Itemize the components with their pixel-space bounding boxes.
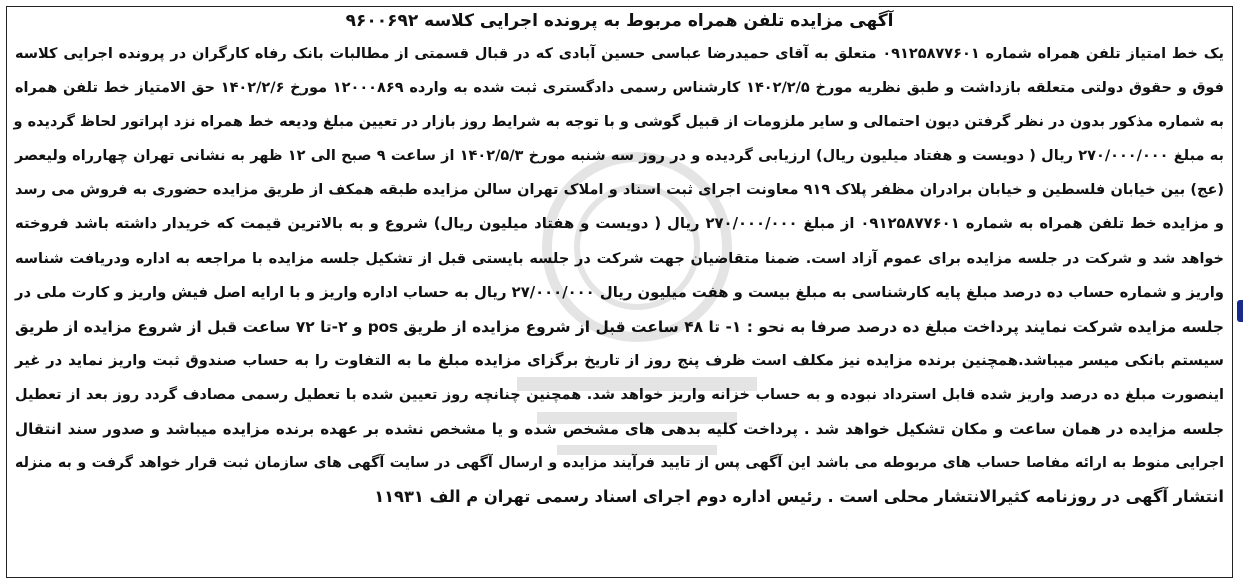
notice-line: و مزایده خط تلفن همراه به شماره ۰۹۱۲۵۸۷۷۶۰۱ از مبلغ ۲۷۰/۰۰۰/۰۰۰ ریال ( دویست و هفتاد میلیون ریال) شروع و به بالاترین قیمت که خریدار داشته باشد فروخته	[15, 215, 1224, 233]
notice-line: به شماره مذکور بدون در نظر گرفتن دیون احتمالی و سایر ملزومات از قبیل گوشی و با توجه به شرایط روز بازار در تعیین مبلغ ودیعه خط همراه نزد اپراتور لحاظ گردیده و	[13, 114, 1224, 131]
notice-line: جلسه مزایده شرکت نمایند پرداخت مبلغ ده درصد صرفا به نحو : ۱- تا ۴۸ ساعت قبل از شروع مزایده از طریق pos و ۲-تا ۷۲ ساعت قبل از شروع مزایده از طریق	[15, 317, 1224, 336]
notice-line: فوق و حقوق دولتی متعلقه بازداشت و طبق نظریه مورخ ۱۴۰۲/۲/۵ کارشناس رسمی دادگستری ثبت شده به وارده ۱۲۰۰۰۸۶۹ مورخ ۱۴۰۲/۲/۶ حق الامتیاز خط تلفن همراه	[15, 80, 1224, 97]
notice-line: واریز و شماره حساب ده درصد مبلغ پایه کارشناسی به مبلغ بیست و هفت میلیون ریال ۲۷/۰۰۰/۰۰۰ ریال به حساب اداره واریز و با ارایه اصل فیش واریز و کارت ملی در	[15, 283, 1224, 301]
notice-body	[15, 37, 1224, 514]
notice-line: جلسه مزایده در همان ساعت و مکان تشکیل خواهد شد . پرداخت کلیه بدهی های مشخص شده و یا مشخص نشده بر عهده برنده مزایده میباشد و صدور سند انتقال	[15, 420, 1224, 439]
notice-line: انتشار آگهی در روزنامه کثیرالانتشار محلی است . رئیس اداره دوم اجرای اسناد رسمی تهران م الف ۱۱۹۳۱	[374, 487, 1224, 507]
notice-line: اینصورت مبلغ ده درصد واریز شده قابل استرداد نبوده و به حساب خزانه واریز خواهد شد. همچنین چنانچه روز تعیین شده با تعطیل رسمی مصادف گردد روز بعد از تعطیل	[15, 386, 1224, 403]
notice-line: (عج) بین خیابان فلسطین و خیابان برادران مظفر پلاک ۹۱۹ معاونت اجرای ثبت اسناد و املاک تهران سالن مزایده طبقه همکف از طریق مزایده حضوری به فروش می رسد	[15, 182, 1224, 199]
notice-line: سیستم بانکی میسر میباشد.همچنین برنده مزایده نیز مکلف است ظرف پنج روز از تاریخ برگزای مزایده مبلغ ما به التفاوت را به حساب صندوق ثبت واریز نماید در غیر	[15, 351, 1224, 369]
notice-title: آگهی مزایده تلفن همراه مربوط به پرونده اجرایی کلاسه ۹۶۰۰۶۹۲	[345, 11, 894, 31]
notice-line: یک خط امتیاز تلفن همراه شماره ۰۹۱۲۵۸۷۷۶۰۱ متعلق به آقای حمیدرضا عباسی حسین آبادی که در قبال قسمتی از مطالبات بانک رفاه کارگران در پرونده اجرایی کلاسه	[15, 46, 1225, 62]
notice-line: اجرایی منوط به ارائه مفاصا حساب های مربوطه می باشد این آگهی پس از تایید فرآیند مزایده و ارسال آگهی در سایت آگهی های سازمان ثبت قرار خواهد گرفت و به منزله	[15, 455, 1224, 472]
edge-mark	[1237, 300, 1243, 322]
notice-line: به مبلغ ۲۷۰/۰۰۰/۰۰۰ ریال ( دویست و هفتاد میلیون ریال) ارزیابی گردیده و در روز سه شنبه مورخ ۱۴۰۲/۵/۳ از ساعت ۹ صبح الی ۱۲ ظهر به نشانی تهران چهارراه ولیعصر	[15, 148, 1225, 165]
auction-notice	[6, 6, 1233, 578]
notice-line: خواهد شد و شرکت در جلسه مزایده برای عموم آزاد است. ضمنا متقاضیان جهت شرکت در جلسه بایستی قبل از تشکیل جلسه مزایده با مراجعه به اداره ودریافت شناسه	[15, 250, 1224, 267]
